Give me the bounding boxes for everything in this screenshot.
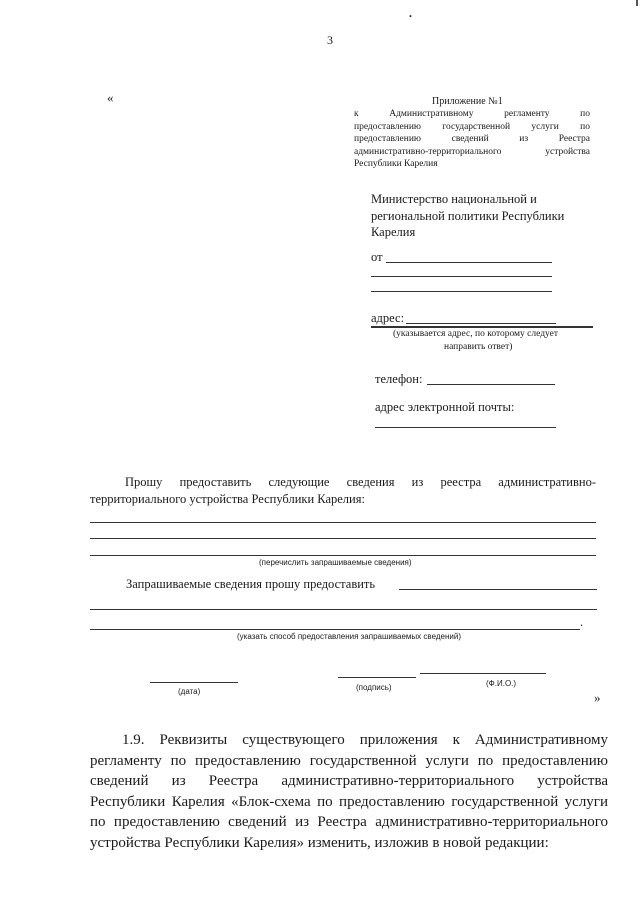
scan-dot: . — [409, 6, 412, 20]
request-hint: (перечислить запрашиваемые сведения) — [259, 558, 412, 567]
address-label: адрес: — [371, 311, 405, 325]
delivery-field-line-2[interactable] — [90, 609, 597, 610]
request-line: территориального устройства Республики Карелия: — [90, 492, 365, 506]
paragraph-line: устройства Республики Карелия» изменить, изложив в новой редакции: — [90, 834, 549, 851]
request-field-line-3[interactable] — [90, 555, 596, 556]
from-field-line-3[interactable] — [371, 291, 552, 292]
from-label: от — [371, 250, 383, 264]
date-hint: (дата) — [178, 687, 201, 696]
page-number: 3 — [327, 33, 333, 47]
appendix-title: Приложение №1 — [432, 96, 503, 107]
closing-quote: » — [594, 690, 601, 705]
phone-field-line[interactable] — [427, 384, 555, 385]
addressee-line: региональной политики Республики — [371, 208, 565, 223]
from-field-line[interactable] — [386, 262, 552, 263]
address-underline — [371, 326, 593, 328]
delivery-field-line-3[interactable] — [90, 629, 580, 630]
paragraph-line: Республики Карелия «Блок-схема по предоставлению государственной услуги — [90, 793, 608, 810]
address-field-line[interactable] — [406, 323, 556, 324]
signature-field-line[interactable] — [338, 677, 416, 678]
name-hint: (Ф.И.О.) — [486, 679, 517, 688]
amendment-paragraph — [90, 730, 608, 853]
email-field-line[interactable] — [375, 427, 556, 428]
appendix-reference — [354, 108, 590, 171]
request-field-line[interactable] — [90, 522, 596, 523]
date-field-line[interactable] — [150, 682, 238, 683]
signature-hint: (подпись) — [356, 683, 392, 692]
appendix-line: предоставлению государственной услуги по — [354, 121, 590, 132]
opening-quote: « — [107, 90, 114, 105]
scan-edge-mark — [636, 0, 638, 6]
request-field-line-2[interactable] — [90, 538, 596, 539]
appendix-line: Республики Карелия — [354, 159, 438, 169]
paragraph-line: 1.9. Реквизиты существующего приложения к Административному — [122, 732, 608, 748]
paragraph-line: по предоставлению сведений из Реестра административно-территориального — [90, 814, 608, 830]
appendix-line: административно-территориального устройства — [354, 146, 590, 157]
addressee-block — [371, 191, 591, 241]
delivery-hint: (указать способ предоставления запрашиваемых сведений) — [237, 632, 461, 641]
email-label: адрес электронной почты: — [375, 400, 515, 414]
request-line: Прошу предоставить следующие сведения из реестра административно- — [125, 475, 596, 489]
appendix-line: предоставлению сведений из Реестра — [354, 134, 590, 144]
name-field-line[interactable] — [420, 673, 546, 674]
delivery-field-line[interactable] — [399, 589, 597, 590]
addressee-line: Министерство национальной и — [371, 192, 537, 206]
phone-label: телефон: — [375, 372, 423, 386]
from-field-line-2[interactable] — [371, 276, 552, 277]
delivery-label: Запрашиваемые сведения прошу предоставить — [126, 577, 376, 591]
delivery-end: . — [580, 615, 584, 629]
request-text — [90, 474, 596, 508]
address-hint: (указывается адрес, по которому следует — [393, 329, 559, 339]
addressee-line: Карелия — [371, 225, 416, 239]
appendix-line: к Административному регламенту по — [354, 109, 590, 119]
address-hint-2: направить ответ) — [444, 342, 513, 352]
paragraph-line: сведений из Реестра административно-территориального устройства — [90, 773, 608, 789]
paragraph-line: регламенту по предоставлению государственной услуги по предоставлению — [90, 752, 608, 769]
